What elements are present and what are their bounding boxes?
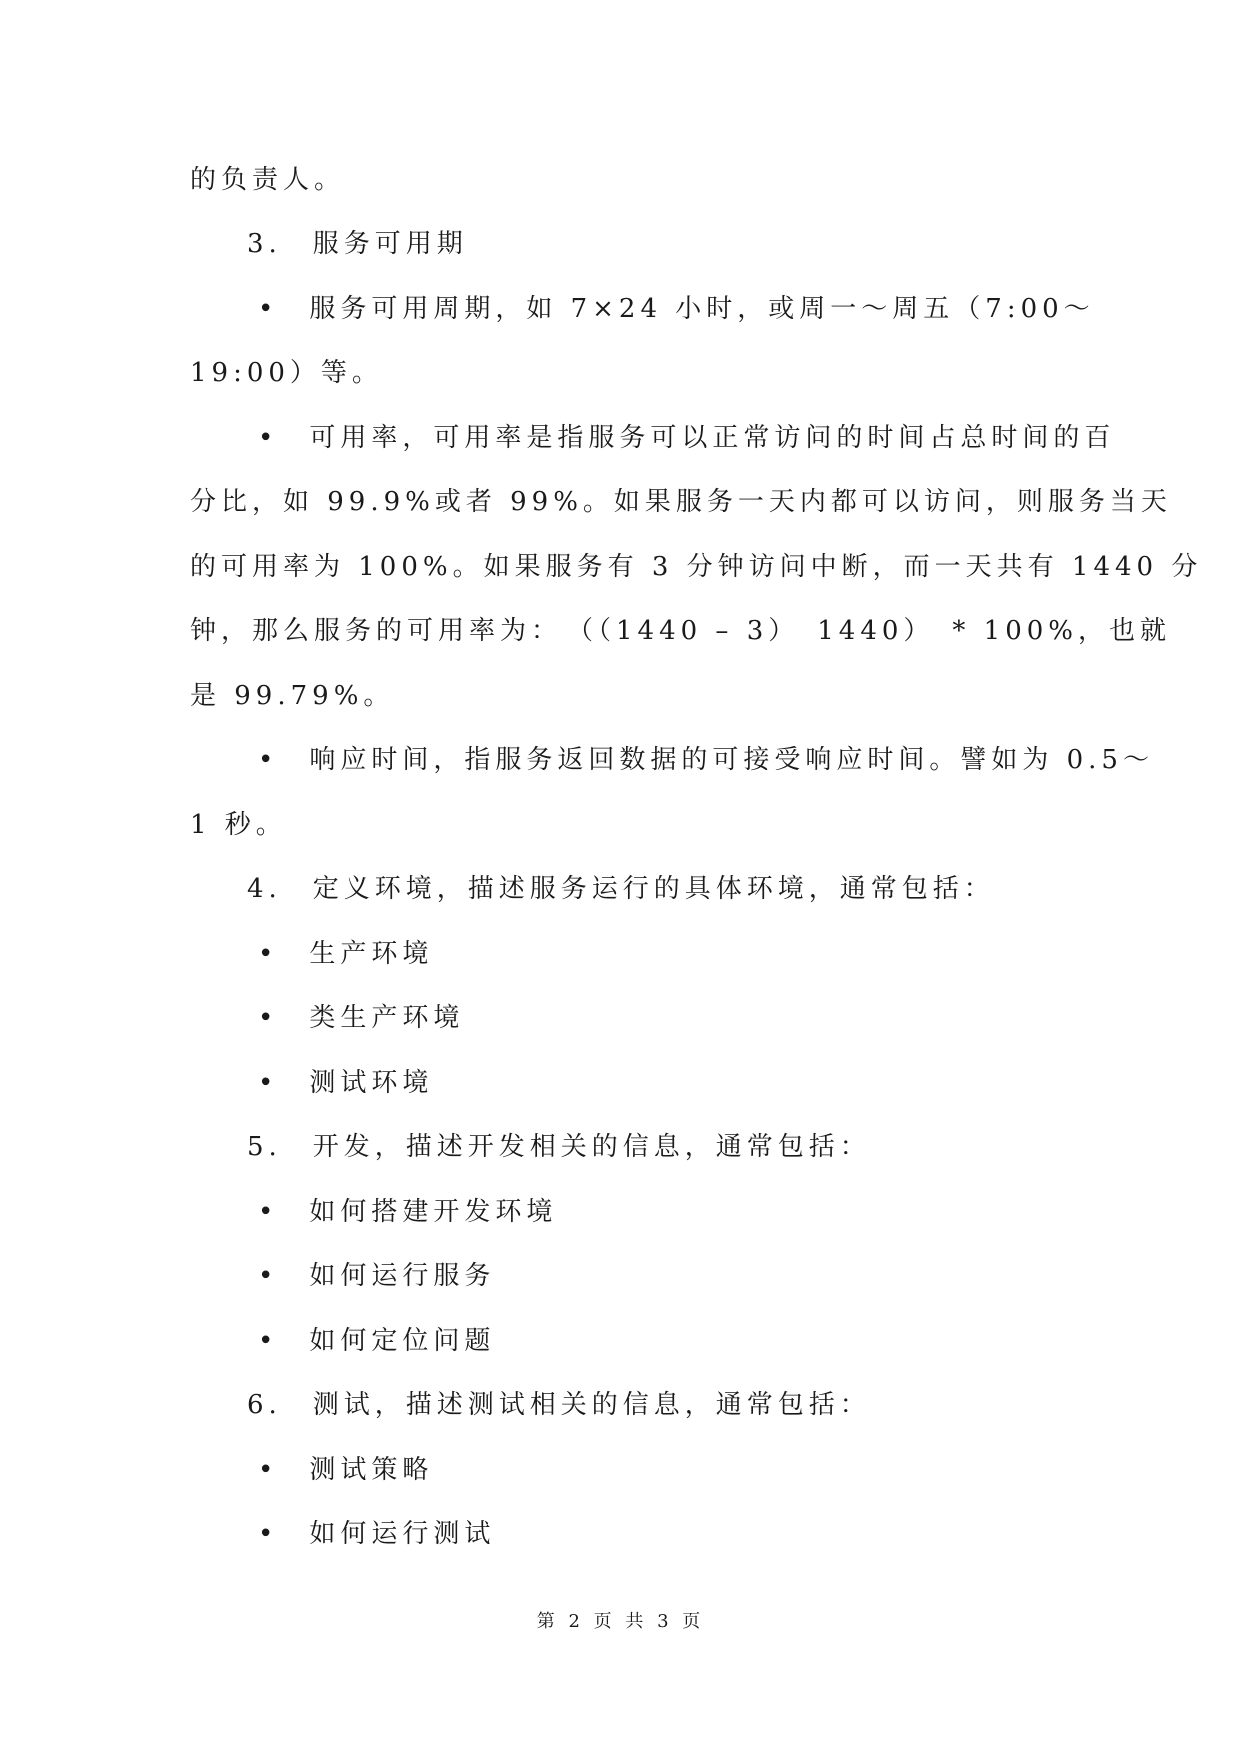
bullet-item: • 如何运行服务 — [258, 1261, 496, 1291]
bullet-item: • 测试环境 — [258, 1068, 434, 1098]
section-heading-3: 3. 服务可用期 — [247, 229, 468, 259]
text-line: 是 99.79%。 — [190, 681, 395, 711]
bullet-item: • 生产环境 — [258, 939, 434, 969]
bullet-item: • 类生产环境 — [258, 1003, 465, 1033]
bullet-item: • 服务可用周期，如 7×24 小时，或周一～周五（7:00～ — [258, 294, 1095, 324]
text-line: 的可用率为 100%。如果服务有 3 分钟访问中断，而一天共有 1440 分 — [190, 552, 1203, 582]
bullet-item: • 响应时间，指服务返回数据的可接受响应时间。譬如为 0.5～ — [258, 745, 1154, 775]
text-line: 分比，如 99.9%或者 99%。如果服务一天内都可以访问，则服务当天 — [190, 487, 1172, 517]
section-heading-4: 4. 定义环境，描述服务运行的具体环境，通常包括： — [247, 874, 995, 904]
text-line: 1 秒。 — [190, 810, 287, 840]
section-heading-6: 6. 测试，描述测试相关的信息，通常包括： — [247, 1390, 871, 1420]
text-line: 19:00）等。 — [190, 358, 383, 388]
text-line: 的负责人。 — [190, 165, 346, 195]
bullet-item: • 测试策略 — [258, 1455, 434, 1485]
text-line: 钟，那么服务的可用率为： （（1440 – 3） 1440） * 100%，也就 — [190, 616, 1172, 646]
bullet-item: • 如何运行测试 — [258, 1519, 496, 1549]
bullet-item: • 如何定位问题 — [258, 1326, 496, 1356]
bullet-item: • 如何搭建开发环境 — [258, 1197, 558, 1227]
page-footer: 第 2 页 共 3 页 — [536, 1611, 705, 1632]
bullet-item: • 可用率，可用率是指服务可以正常访问的时间占总时间的百 — [258, 423, 1116, 453]
section-heading-5: 5. 开发，描述开发相关的信息，通常包括： — [247, 1132, 871, 1162]
